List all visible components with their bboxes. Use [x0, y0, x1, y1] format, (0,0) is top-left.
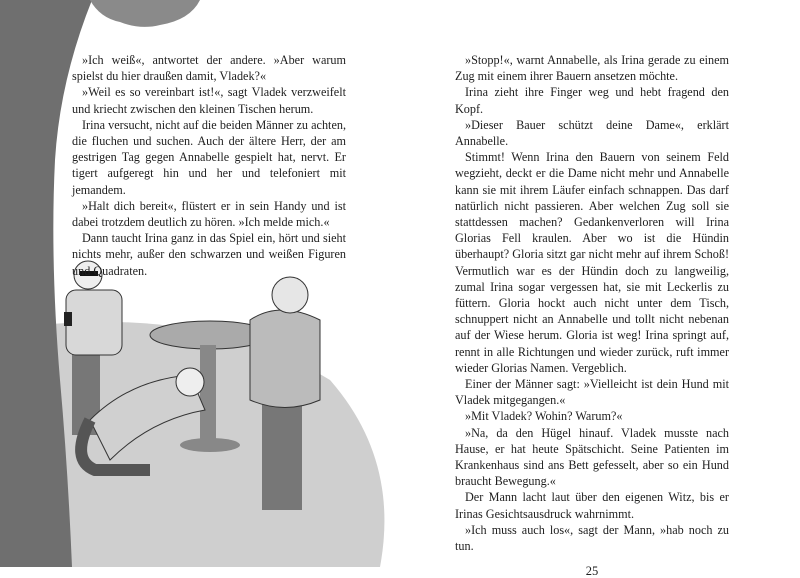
paragraph: »Weil es so vereinbart ist!«, sagt Vladek verzweifelt und kriecht zwischen den kleinen Tischen herum. [72, 85, 346, 116]
paragraph: Stimmt! Wenn Irina den Bauern von seinem Feld wegzieht, deckt er die Dame nicht mehr und Annabelle kann sie mit ihrem Läufer einfach schnappen. Das darf natürlich nicht passieren. Aber welchen Zug soll sie stattdessen machen? Gedankenverloren will Irina Glorias Fell kraulen. Aber wo ist die Hündin überhaupt? Gloria sitzt gar nicht mehr auf ihrem Schoß! Vermutlich war es der Hündin doch zu langweilig, zumal Irina sogar vergessen hat, sie mit Leckerlis zu füttern. Gloria hockt auch nicht unter dem Tisch, schnuppert nicht an Annabelle und tollt nicht nebenan auf der Wiese herum. Gloria ist weg! Irina springt auf, rennt in alle Richtungen und wieder zurück, ruft immer wieder Glorias Namen. Vergeblich. [455, 150, 729, 375]
right-page-text [455, 52, 729, 578]
paragraph: Der Mann lacht laut über den eigenen Witz, bis er Irinas Gesichtsausdruck wahrnimmt. [455, 490, 729, 521]
paragraph: »Stopp!«, warnt Annabelle, als Irina gerade zu einem Zug mit einem ihrer Bauern ansetzen möchte. [455, 53, 729, 84]
right-page-body [455, 52, 729, 554]
paragraph: Dann taucht Irina ganz in das Spiel ein, hört und sieht nichts mehr, außer den schwarzen und weißen Figuren und Quadraten. [72, 231, 346, 278]
paragraph: »Ich weiß«, antwortet der andere. »Aber warum spielst du hier draußen damit, Vladek?« [72, 53, 346, 84]
paragraph: Einer der Männer sagt: »Vielleicht ist dein Hund mit Vladek mitgegangen.« [455, 377, 729, 408]
paragraph: »Halt dich bereit«, flüstert er in sein Handy und ist dabei trotzdem deutlich zu hören. »Ich melde mich.« [72, 198, 346, 230]
paragraph: »Ich muss auch los«, sagt der Mann, »hab noch zu tun. [455, 522, 729, 554]
paragraph: »Na, da den Hügel hinauf. Vladek musste nach Hause, er hat heute Spätschicht. Seine Patienten im Krankenhaus sind ans Bett gefesselt, aber so ein Hund braucht Bewegung.« [455, 425, 729, 489]
paragraph: Irina zieht ihre Finger weg und hebt fragend den Kopf. [455, 85, 729, 116]
page-number: 25 [585, 564, 599, 578]
paragraph: »Mit Vladek? Wohin? Warum?« [465, 409, 623, 424]
left-page-text [72, 52, 346, 279]
paragraph: »Dieser Bauer schützt deine Dame«, erklärt Annabelle. [455, 117, 729, 149]
tree-foliage [90, 0, 200, 27]
paragraph: Irina versucht, nicht auf die beiden Männer zu achten, die fluchen und suchen. Auch der ältere Herr, der am gestrigen Tag gegen Annabelle gespielt hat, nervt. Er tigert aufgeregt hin und her und telefoniert mit jemandem. [72, 117, 346, 197]
